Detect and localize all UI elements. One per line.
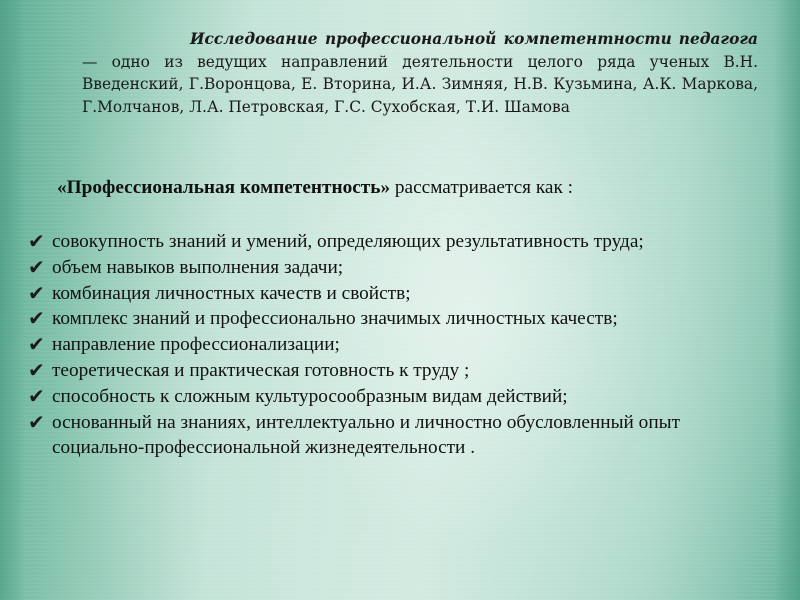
definition-term: «Профессиональная компетентность» [57,177,391,198]
checkmark-icon: ✔ [28,409,45,434]
checkmark-icon: ✔ [28,383,45,408]
definition-heading [57,176,757,200]
list-item-text: объем навыков выполнения задачи; [52,256,344,278]
list-item-text: комплекс знаний и профессионально значимых личностных качеств; [52,308,618,330]
list-item-text: совокупность знаний и умений, определяющих результативность труда; [52,231,644,252]
intro-lead: Исследование профессиональной компетентности [190,30,672,48]
definition-text: рассматривается как : [390,177,574,198]
background-edge-right [774,0,800,600]
intro-text: — одно из ведущих направлений деятельности целого ряда ученых В.Н. Введенский, Г.Воронцова, Е. Вторина, И.А. Зимняя, Н.В. Кузьмина, А.К. Маркова, Г.Молчанов, Л.А. Петровская, Г.С. Сухобская, Т.И. Шамова [82,52,758,116]
list-item [28,410,768,462]
list-item [28,229,768,255]
list-item [28,358,768,384]
checkmark-icon: ✔ [28,306,45,331]
intro-lead-continued: педагога [678,30,758,48]
checkmark-icon: ✔ [28,280,45,305]
checkmark-icon: ✔ [28,332,45,357]
checkmark-icon: ✔ [28,229,45,253]
list-item [28,384,768,410]
definition-list [28,229,768,461]
intro-paragraph [82,28,758,118]
list-item-text: комбинация личностных качеств и свойств; [52,282,411,304]
list-item-text: теоретическая и практическая готовность к труду ; [52,359,470,381]
background-edge-left [0,0,26,600]
list-item [28,332,768,358]
list-item-text: способность к сложным культуросообразным видам действий; [52,385,568,407]
list-item-text: основанный на знаниях, интеллектуально и личностно обусловленный опыт социально-профессиональной жизнедеятельности . [52,411,681,459]
list-item [28,281,768,307]
list-item-text: направление профессионализации; [52,334,340,356]
list-item [28,255,768,281]
checkmark-icon: ✔ [28,254,45,279]
list-item [28,306,768,332]
checkmark-icon: ✔ [28,357,45,382]
